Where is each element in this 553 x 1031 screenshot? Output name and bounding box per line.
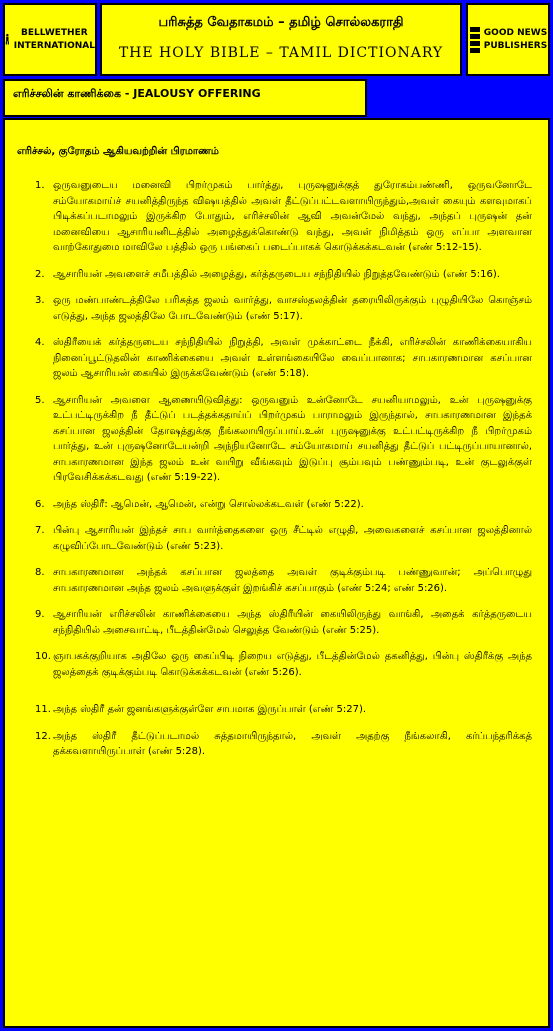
verse-item <box>35 393 532 486</box>
verse-text: ஒரு மண்பாண்டத்திலே பரிசுத்த ஜலம் வார்த்து, வாசஸ்தலத்தின் தரையிலிருக்கும் புழுதியிலே கொஞ்சம் எடுத்து, அந்த ஜலத்திலே போடவேண்டும் (எண் 5:17). <box>53 295 532 322</box>
verse-number: 5. <box>35 394 45 406</box>
verse-number: 8. <box>35 567 45 578</box>
verse-item <box>35 293 532 324</box>
title-tamil: பரிசுத்த வேதாகமம் – தமிழ் சொல்லகராதி <box>158 15 404 30</box>
verse-item <box>35 523 532 554</box>
section-title: எரிச்சல், குரோதம் ஆகியவற்றின் பிரமாணம் <box>17 146 219 157</box>
verse-number: 10. <box>35 651 51 662</box>
verse-number: 12. <box>35 730 51 742</box>
verse-item <box>35 267 532 283</box>
verse-item <box>35 702 532 718</box>
verse-text: சாபகாரணமான அந்தக் கசப்பான ஜலத்தை அவள் குடிக்கும்படி பண்ணுவான்; அப்பொழுது சாபகாரணமான அந்த ஜலம் அவளுக்குள் இறங்கிச் கசப்பாகும் (எண் 5:24; எண் 5:26). <box>53 567 532 594</box>
verse-item <box>35 565 532 596</box>
title-english: THE HOLY BIBLE – TAMIL DICTIONARY <box>118 45 444 61</box>
verse-text: ஒருவனுடைய மனைவி பிறர்முகம் பார்த்து, புருஷனுக்குத் துரோகம்பண்ணி, ஒருவனோடே சம்யோகமாய்ச் சயனித்திருந்த விஷயத்தில் அவள் தீட்டுப்பட்டவளாயிருந்தும்,அவள் கையும் களவுமாகப் பிடிக்கப்படாமலும் இருக்கிற போதும், எரிச்சலின் ஆவி அவன்மேல் வந்து, அந்தப் புருஷன் தன் மனைவியை ஆசாரியனிடத்தில் அழைத்துக்கொண்டு வந்து, அவள் நிமித்தம் ஒரு எப்பா அளவான வாற்கோதுமை மாவிலே பத்தில் ஒரு பங்கைப் படைப்பாகக் கொடுக்கக்கடவன் (எண் 5:12-15). <box>53 180 532 253</box>
verse-number: 2. <box>35 268 45 280</box>
verse-number: 9. <box>35 609 45 620</box>
verse-number: 4. <box>35 337 45 348</box>
verse-number: 11. <box>35 704 51 715</box>
verse-item <box>35 649 532 680</box>
verse-text: ஞாபகக்குறியாக அதிலே ஒரு கைப்பிடி நிறைய எடுத்து, பீடத்தின்மேல் தகனித்து, பின்பு ஸ்திரீக்கு அந்த ஜலத்தைக் குடிக்கும்படி கொடுக்கக்கடவன் (எண் 5:26). <box>53 651 532 678</box>
verse-number: 1. <box>35 180 45 191</box>
verse-item <box>35 497 532 513</box>
verse-item <box>35 335 532 382</box>
verse-text: அந்த ஸ்திரீ: ஆமென், ஆமென், என்று சொல்லக்கடவள் (எண் 5:22). <box>53 498 364 510</box>
verse-number: 3. <box>35 295 45 306</box>
title-banner <box>100 3 462 76</box>
verse-text: அந்த ஸ்திரீ தன் ஜனங்களுக்குள்ளே சாபமாக இருப்பாள் (எண் 5:27). <box>53 704 367 715</box>
verse-text: பின்பு ஆசாரியன் இந்தச் சாப வார்த்தைகளை ஒரு சீட்டில் எழுதி, அவைகளைச் கசப்பான ஜலத்தினால் கழுவிப்போடவேண்டும் (எண் 5:23). <box>53 525 532 552</box>
verse-list <box>5 178 548 760</box>
subject-title: எரிச்சலின் காணிக்கை - JEALOUSY OFFERING <box>13 87 261 100</box>
content-panel <box>3 118 550 1028</box>
verse-text: ஆசாரியன் எரிச்சலின் காணிக்கையை அந்த ஸ்திரீயின் கையிலிருந்து வாங்கி, அதைக் கர்த்தருடைய சந்நிதியில் அசைவாட்டி, பீடத்தின்மேல் செலுத்த வேண்டும் (எண் 5:25). <box>53 609 532 636</box>
verse-number: 6. <box>35 498 45 510</box>
left-logo-line-2: INTERNATIONAL <box>13 40 95 51</box>
verse-text: ஆசாரியன் அவளை ஆணையிடுவித்து: ஒருவனும் உன்னோடே சயனியாமலும், உன் புருஷனுக்கு உட்பட்டிருக்கிற நீ தீட்டுப் படத்தக்கதாய்ப் பிறர்முகம் பாராமலும் இருந்தால், சாபகாரணமான இந்தக் கசப்பான ஜலத்தின் தோஷத்துக்கு நீங்கலாயிருப்பாய்.உன் புருஷனுக்கு உட்பட்டிருக்கிற நீ பிறர்முகம் பார்த்து, உன் புருஷனோடேயன்றி அந்நியனோடே சம்யோகமாய் சயனித்து தீட்டுப் பட்டிருப்பாயானால், சாபகாரணமான இந்த ஜலம் உன் வயிறு வீங்கவும் இடுப்பு சூம்பவும் பண்ணும்படி, உன் குடலுக்குள் பிரவேசிக்கக்கடவது (எண் 5:19-22). <box>53 394 533 483</box>
verse-item <box>35 178 532 256</box>
right-logo-line-2: PUBLISHERS <box>483 40 548 51</box>
shepherd-icon <box>5 26 10 52</box>
left-logo-line-1: BELLWETHER <box>21 27 88 38</box>
bellwether-logo <box>3 3 97 76</box>
verse-item <box>35 729 532 760</box>
right-logo-line-1: GOOD NEWS <box>483 27 548 38</box>
good-news-logo <box>466 3 550 76</box>
verse-number: 7. <box>35 525 45 536</box>
verse-item <box>35 607 532 638</box>
verse-text: ஸ்திரீயைக் கர்த்தருடைய சந்நிதியில் நிறுத்தி, அவள் முக்காட்டை நீக்கி, எரிச்சலின் காணிக்கையாகிய நினைப்பூட்டுதலின் காணிக்கையை அவள் உள்ளங்கையிலே வைப்பானாக; சாபகாரணமான கசப்பான ஜலம் ஆசாரியன் கையில் இருக்கவேண்டும் (எண் 5:18). <box>53 337 532 379</box>
verse-text: ஆசாரியன் அவளைச் சமீபத்தில் அழைத்து, கர்த்தருடைய சந்நிதியில் நிறுத்தவேண்டும் (எண் 5:16). <box>53 268 500 280</box>
subject-banner <box>3 79 367 117</box>
verse-text: அந்த ஸ்திரீ தீட்டுப்படாமல் சுத்தமாயிருந்தால், அவள் அதற்கு நீங்கலாகி, கர்ப்பந்தரிக்கத் தக்கவளாயிருப்பாள் (எண் 5:28). <box>53 730 532 757</box>
book-stack-icon <box>469 25 481 55</box>
